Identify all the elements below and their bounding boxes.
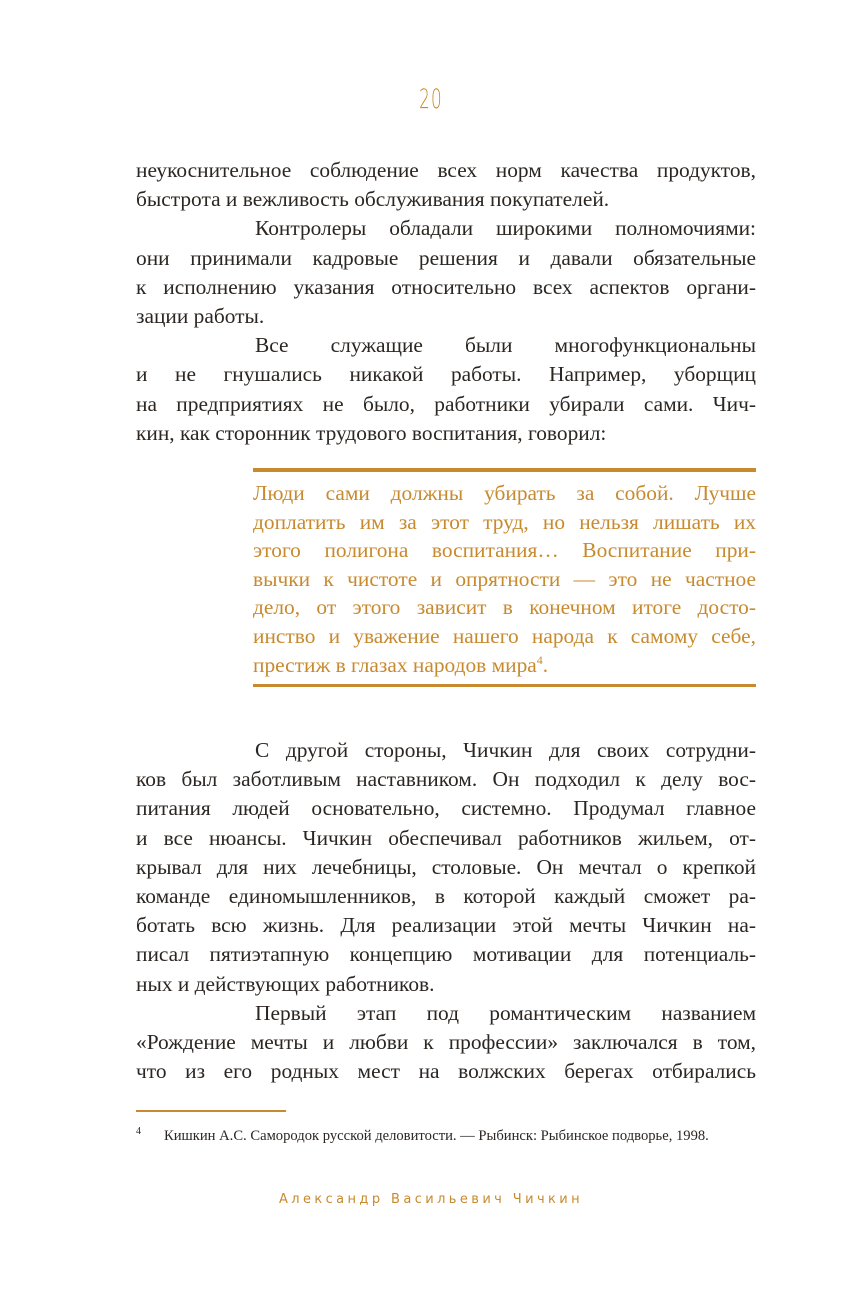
quote-line: дело, от этого зависит в конечном итоге досто- — [253, 595, 756, 620]
text-line: Все служащие были многофункциональны — [255, 333, 756, 358]
text-line: и все нюансы. Чичкин обеспечивал работников жильем, от- — [136, 825, 756, 850]
text-line: писал пятиэтапную концепцию мотивации для потенциаль- — [136, 942, 756, 967]
text-line: они принимали кадровые решения и давали обязательные — [136, 245, 756, 270]
quote-last-text: престиж в глазах народов мира — [253, 652, 537, 677]
text-line: на предприятиях не было, работники убирали сами. Чич- — [136, 391, 756, 416]
running-footer: Александр Васильевич Чичкин — [278, 1192, 584, 1207]
text-line: питания людей основательно, системно. Продумал главное — [136, 796, 756, 821]
text-line: и не гнушались никакой работы. Например, уборщиц — [136, 362, 756, 387]
quote-line: Люди сами должны убирать за собой. Лучше — [253, 481, 756, 505]
body-text-top — [136, 156, 756, 448]
text-line: команде единомышленников, в которой каждый сможет ра- — [136, 883, 756, 908]
quote-line: вычки к чистоте и опрятности — это не частное — [253, 566, 756, 591]
text-line: что из его родных мест на волжских берегах отбирались — [136, 1059, 756, 1084]
footnote-reference: 4 — [536, 652, 543, 667]
quote-line: инство и уважение нашего народа к самому себе, — [253, 623, 756, 648]
text-line: Первый этап под романтическим названием — [255, 1000, 756, 1025]
text-line: С другой стороны, Чичкин для своих сотрудни- — [255, 738, 756, 762]
page-number: 20 — [419, 84, 443, 115]
text-line: ков был заботливым наставником. Он подходил к делу вос- — [136, 767, 756, 792]
quote-line-last — [253, 651, 756, 680]
text-line: ботать всю жизнь. Для реализации этой мечты Чичкин на- — [136, 913, 756, 938]
text-line: ных и действующих работников. — [136, 971, 435, 996]
body-text-bottom — [136, 736, 756, 1086]
footnote-divider — [136, 1110, 286, 1112]
text-line: крывал для них лечебницы, столовые. Он мечтал о крепкой — [136, 854, 756, 879]
quote-end-punctuation: . — [542, 652, 549, 677]
text-line: зации работы. — [136, 303, 265, 328]
text-line: быстрота и вежливость обслуживания покупателей. — [136, 187, 610, 212]
text-line: кин, как сторонник трудового воспитания, говорил: — [136, 420, 607, 445]
block-quote — [253, 468, 756, 687]
text-line: «Рождение мечты и любви к профессии» заключался в том, — [136, 1029, 756, 1054]
text-line: неукоснительное соблюдение всех норм качества продуктов, — [136, 158, 756, 182]
quote-line: доплатить им за этот труд, но нельзя лишать их — [253, 509, 756, 534]
quote-line: этого полигона воспитания… Воспитание при- — [253, 538, 756, 563]
footnote-text: Кишкин А.С. Самородок русской деловитости. — Рыбинск: Рыбинское подворье, 1998. — [164, 1128, 709, 1144]
text-line: Контролеры обладали широкими полномочиями: — [255, 216, 756, 241]
text-line: к исполнению указания относительно всех аспектов органи- — [136, 274, 756, 299]
footnote-number: 4 — [136, 1126, 141, 1137]
